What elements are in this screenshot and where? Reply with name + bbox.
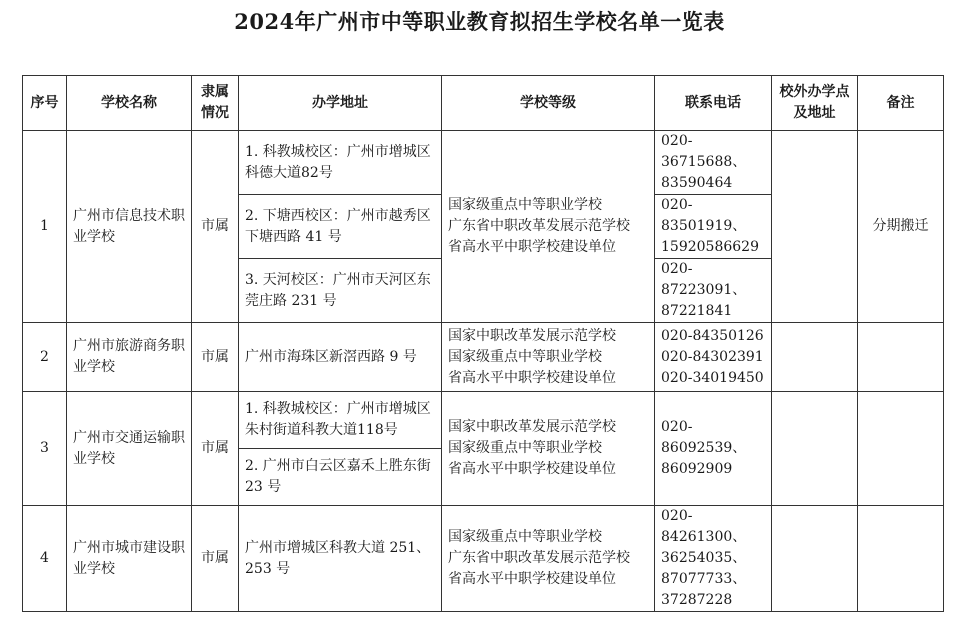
cell-school-name: 广州市城市建设职业学校 — [67, 506, 192, 612]
cell-remark — [858, 506, 944, 612]
header-phone: 联系电话 — [655, 76, 772, 131]
cell-address: 1. 科教城校区：广州市增城区朱村街道科教大道118号 — [239, 392, 442, 449]
cell-affiliation: 市属 — [192, 323, 239, 392]
table-header-row — [23, 76, 944, 131]
header-address: 办学地址 — [239, 76, 442, 131]
cell-offsite — [772, 131, 858, 323]
cell-offsite — [772, 506, 858, 612]
cell-affiliation: 市属 — [192, 506, 239, 612]
cell-school-name: 广州市旅游商务职业学校 — [67, 323, 192, 392]
cell-offsite — [772, 323, 858, 392]
cell-phone: 020-36715688、83590464 — [655, 131, 772, 195]
cell-address: 2. 广州市白云区嘉禾上胜东街 23 号 — [239, 449, 442, 506]
cell-level: 国家级重点中等职业学校 广东省中职改革发展示范学校 省高水平中职学校建设单位 — [442, 506, 655, 612]
cell-address: 1. 科教城校区：广州市增城区科德大道82号 — [239, 131, 442, 195]
cell-address: 广州市增城区科教大道 251、253 号 — [239, 506, 442, 612]
table-row — [23, 323, 944, 392]
cell-level: 国家中职改革发展示范学校 国家级重点中等职业学校 省高水平中职学校建设单位 — [442, 392, 655, 506]
table-row — [23, 506, 944, 612]
cell-seq: 3 — [23, 392, 67, 506]
cell-school-name: 广州市信息技术职业学校 — [67, 131, 192, 323]
document-title: 2024年广州市中等职业教育拟招生学校名单一览表 — [234, 9, 725, 34]
cell-phone: 020-86092539、86092909 — [655, 392, 772, 506]
cell-offsite — [772, 392, 858, 506]
cell-school-name: 广州市交通运输职业学校 — [67, 392, 192, 506]
cell-level: 国家级重点中等职业学校 广东省中职改革发展示范学校 省高水平中职学校建设单位 — [442, 131, 655, 323]
table-row — [23, 392, 944, 449]
header-school-name: 学校名称 — [67, 76, 192, 131]
school-list-table — [22, 75, 944, 612]
cell-remark — [858, 323, 944, 392]
header-remark: 备注 — [858, 76, 944, 131]
cell-phone: 020-83501919、15920586629 — [655, 195, 772, 259]
cell-affiliation: 市属 — [192, 392, 239, 506]
cell-seq: 1 — [23, 131, 67, 323]
cell-affiliation: 市属 — [192, 131, 239, 323]
cell-phone: 020-84261300、36254035、87077733、37287228 — [655, 506, 772, 612]
cell-seq: 4 — [23, 506, 67, 612]
cell-remark — [858, 392, 944, 506]
cell-level: 国家中职改革发展示范学校 国家级重点中等职业学校 省高水平中职学校建设单位 — [442, 323, 655, 392]
cell-address: 广州市海珠区新滘西路 9 号 — [239, 323, 442, 392]
header-level: 学校等级 — [442, 76, 655, 131]
cell-phone: 020-87223091、87221841 — [655, 259, 772, 323]
header-affiliation: 隶属情况 — [192, 76, 239, 131]
cell-address: 2. 下塘西校区：广州市越秀区下塘西路 41 号 — [239, 195, 442, 259]
cell-remark: 分期搬迁 — [858, 131, 944, 323]
table-row — [23, 131, 944, 195]
cell-seq: 2 — [23, 323, 67, 392]
header-seq: 序号 — [23, 76, 67, 131]
header-offsite: 校外办学点及地址 — [772, 76, 858, 131]
cell-phone: 020-84350126 020-84302391 020-34019450 — [655, 323, 772, 392]
cell-address: 3. 天河校区：广州市天河区东莞庄路 231 号 — [239, 259, 442, 323]
